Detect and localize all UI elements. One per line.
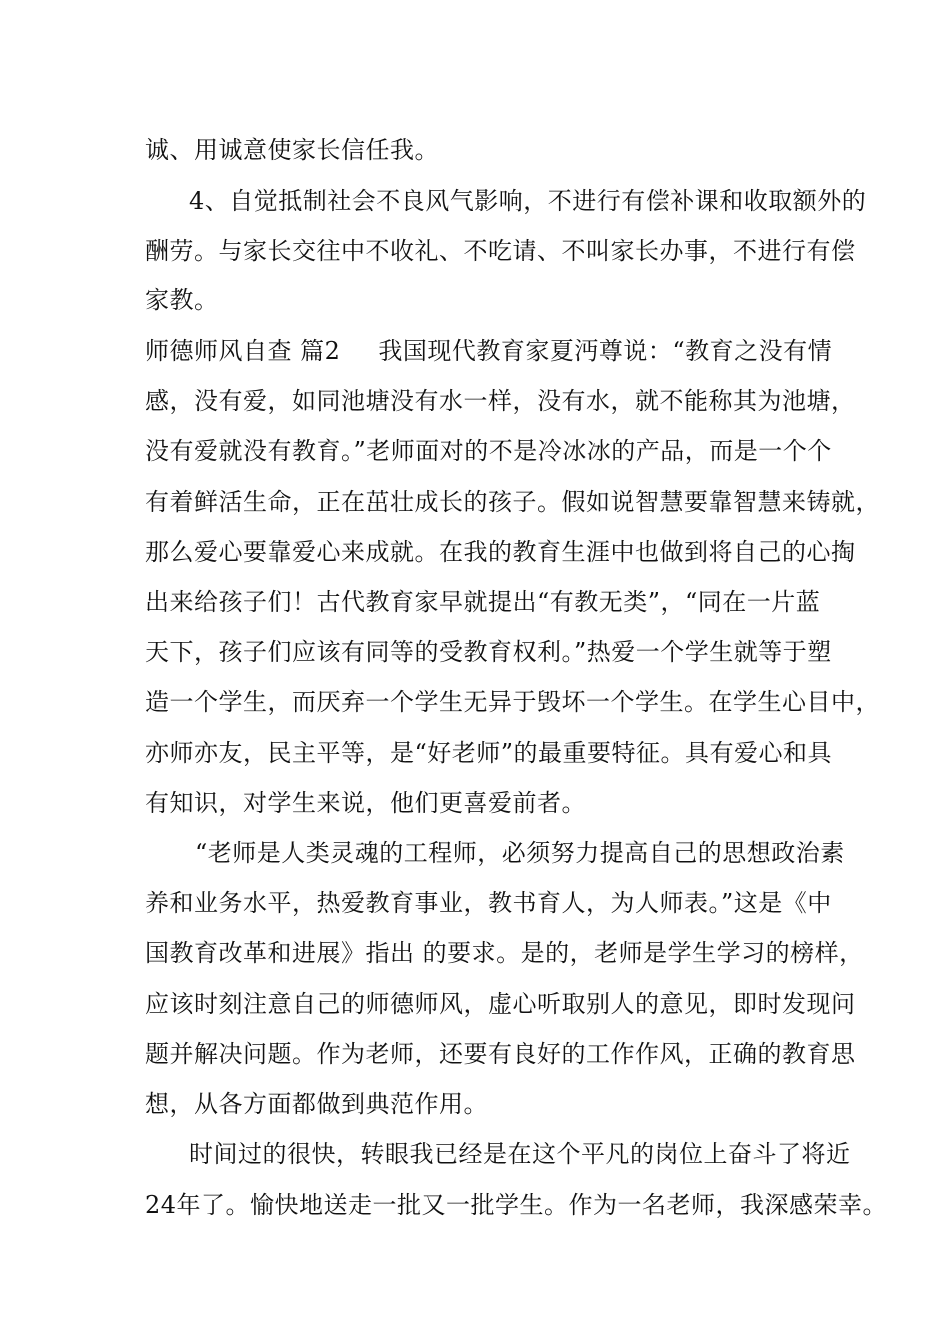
text-line: 有知识，对学生来说，他们更喜爱前者。 <box>145 789 586 817</box>
text-line: 养和业务水平，热爱教育事业，教书育人，为人师表。”这是《中 <box>145 889 832 917</box>
text-line: 天下，孩子们应该有同等的受教育权利。”热爱一个学生就等于塑 <box>145 638 832 666</box>
text-line: 家教。 <box>145 286 219 314</box>
text-line: 没有爱就没有教育。”老师面对的不是冷冰冰的产品，而是一个个 <box>145 437 832 465</box>
text-line: 亦师亦友，民主平等，是“好老师”的最重要特征。具有爱心和具 <box>145 739 833 767</box>
text-line: 出来给孩子们！古代教育家早就提出“有教无类”，“同在一片蓝 <box>145 588 821 616</box>
text-line: 想，从各方面都做到典范作用。 <box>145 1090 488 1118</box>
text-line: 那么爱心要靠爱心来成就。在我的教育生涯中也做到将自己的心掏 <box>145 538 856 566</box>
text-line: 诚、用诚意使家长信任我。 <box>145 136 439 164</box>
section-heading-line <box>145 336 832 366</box>
text-line: 我国现代教育家夏沔尊说：“教育之没有情 <box>378 337 833 365</box>
text-line: 24年了。愉快地送走一批又一批学生。作为一名老师，我深感荣幸。 <box>145 1191 888 1219</box>
text-line: “老师是人类灵魂的工程师，必须努力提高自己的思想政治素 <box>195 839 845 867</box>
section-heading: 师德师风自查 篇2 <box>145 337 341 365</box>
text-line: 题并解决问题。作为老师，还要有良好的工作作风，正确的教育思 <box>145 1040 856 1068</box>
text-line: 有着鲜活生命，正在茁壮成长的孩子。假如说智慧要靠智慧来铸就， <box>145 488 880 516</box>
text-line: 酬劳。与家长交往中不收礼、不吃请、不叫家长办事，不进行有偿 <box>145 237 856 265</box>
text-line: 国教育改革和进展》指出 的要求。是的，老师是学生学习的榜样， <box>145 939 864 967</box>
text-line: 时间过的很快，转眼我已经是在这个平凡的岗位上奋斗了将近 <box>189 1140 851 1168</box>
text-line: 4、自觉抵制社会不良风气影响，不进行有偿补课和收取额外的 <box>189 187 867 215</box>
text-line: 造一个学生，而厌弃一个学生无异于毁坏一个学生。在学生心目中， <box>145 688 880 716</box>
text-line: 应该时刻注意自己的师德师风，虚心听取别人的意见，即时发现问 <box>145 990 856 1018</box>
text-line: 感，没有爱，如同池塘没有水一样，没有水，就不能称其为池塘， <box>145 387 856 415</box>
